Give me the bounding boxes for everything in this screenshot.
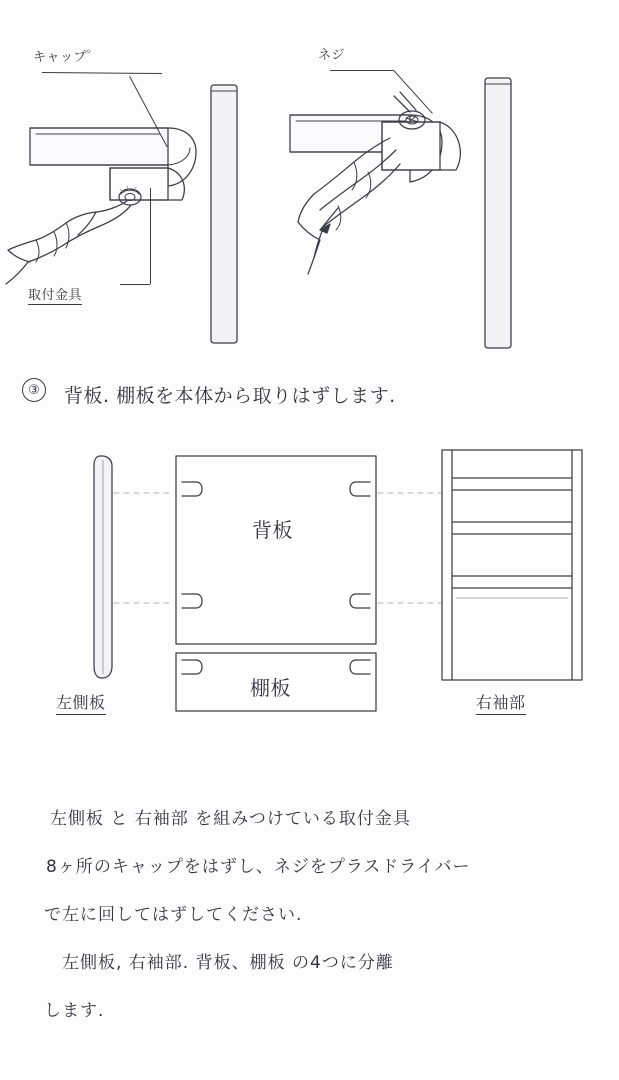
label-right-sleeve: 右袖部: [476, 690, 526, 715]
label-back-panel: 背板: [252, 518, 293, 542]
step-number-badge: ③: [22, 378, 46, 402]
label-left-side-panel: 左側板: [56, 690, 106, 715]
figure-exploded-assembly: [90, 448, 600, 698]
body-line-4: 左側板, 右袖部. 背板、棚板 の4つに分離: [44, 953, 394, 973]
body-line-2: 8ヶ所のキャップをはずし、ネジをプラスドライバー: [46, 857, 471, 877]
leader-line-bracket-vert: [150, 188, 151, 284]
leader-line-bracket: [120, 284, 150, 285]
leader-line-screw: [330, 70, 394, 71]
label-shelf-board: 棚板: [250, 676, 291, 700]
body-line-5: します.: [44, 1001, 105, 1021]
label-screw: ネジ: [318, 48, 346, 63]
body-line-1: 左側板 と 右袖部 を組みつけている取付金具: [50, 809, 411, 829]
body-line-3: で左に回してはずしてください.: [44, 905, 303, 925]
step-heading: 背板. 棚板を本体から取りはずします.: [64, 385, 396, 407]
figure-screw-removal: [290, 60, 610, 350]
label-mounting-bracket: 取付金具: [28, 284, 82, 305]
label-cap: キャップ゜: [33, 50, 101, 65]
